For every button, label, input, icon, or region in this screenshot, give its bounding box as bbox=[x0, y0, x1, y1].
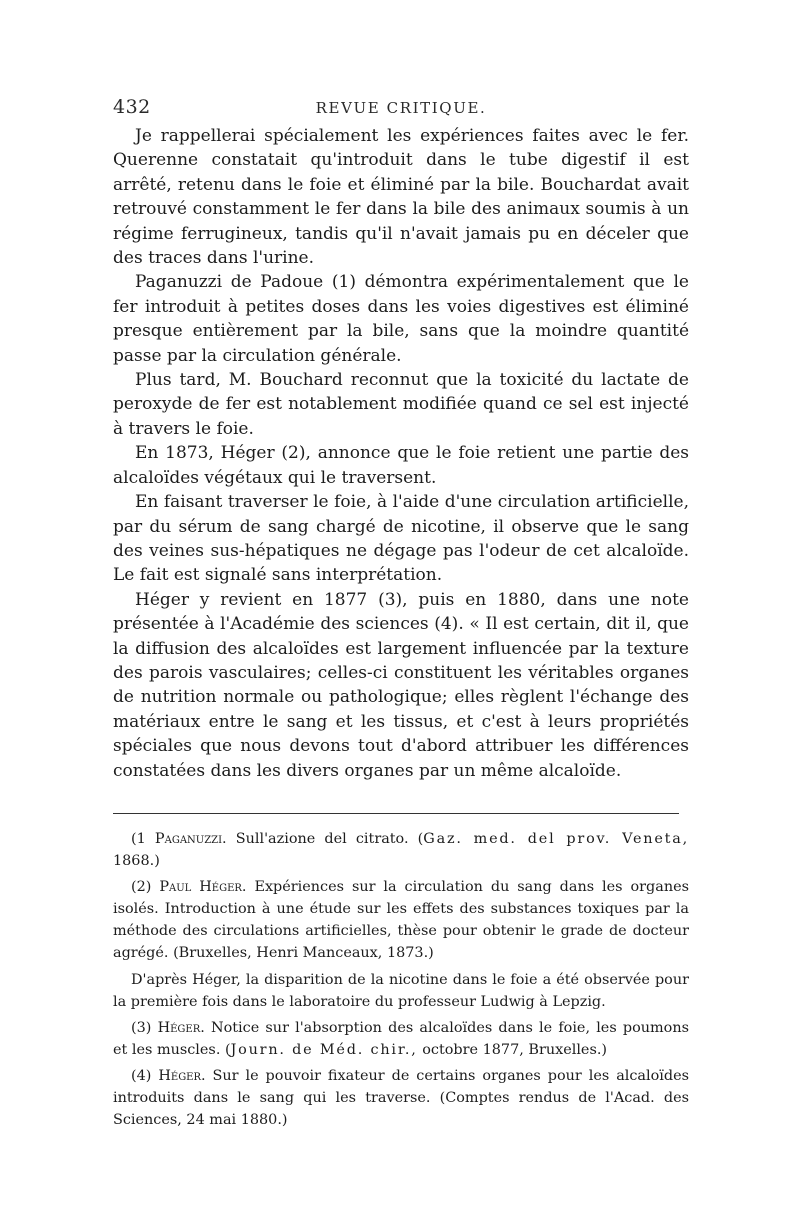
footnotes bbox=[113, 828, 689, 1131]
paragraph: Je rappellerai spécialement les expériences faites avec le fer. Querenne constatait qu'introduit dans le tube digestif il est arrêté, retenu dans le foie et éliminé par la bile. Bouchardat avait retrouvé constamment le fer dans la bile des animaux soumis à un régime ferrugineux, tandis qu'il n'avait jamais pu en déceler que des traces dans l'urine. bbox=[113, 126, 689, 269]
footnote-author: Héger. bbox=[158, 1067, 206, 1084]
footnote-author: Paul Héger. bbox=[159, 879, 247, 896]
footnote-3 bbox=[113, 1017, 689, 1061]
footnote-text: 1868.) bbox=[113, 853, 160, 870]
footnote-journal: Journ. de Méd. chir., bbox=[230, 1041, 418, 1058]
main-text bbox=[113, 124, 689, 783]
footnote-4 bbox=[113, 1065, 689, 1131]
footnote-text: Sull'azione del citrato. ( bbox=[226, 830, 424, 847]
page-number: 432 bbox=[113, 96, 151, 118]
running-title: REVUE CRITIQUE. bbox=[315, 99, 487, 117]
paragraph: En faisant traverser le foie, à l'aide d'une circulation artificielle, par du sérum de sang chargé de nicotine, il observe que le sang des veines sus-hépatiques ne dégage pas l'odeur de cet alcaloïde. Le fait est signalé sans interprétation. bbox=[113, 492, 689, 586]
footnote-marker: (2) bbox=[131, 879, 152, 896]
document-page bbox=[113, 96, 689, 1131]
footnote-journal: Gaz. med. del prov. Veneta, bbox=[423, 830, 689, 847]
footnote-text: Expériences sur la circulation du sang dans les organes isolés. Introduction à une étude sur les effets des substances toxiques par la méthode des circulations artificielles, thèse pour obtenir le grade de docteur agrégé. (Bruxelles, Henri Manceaux, 1873.) bbox=[113, 879, 689, 962]
footnote-author: Paganuzzi. bbox=[154, 830, 227, 847]
footnote-marker: (3) bbox=[131, 1019, 152, 1036]
footnote-1 bbox=[113, 828, 689, 872]
footnote-divider bbox=[113, 813, 679, 814]
paragraph: Paganuzzi de Padoue (1) démontra expérimentalement que le fer introduit à petites doses dans les voies digestives est éliminé presque entièrement par la bile, sans que la moindre quantité passe par la circulation générale. bbox=[113, 272, 689, 366]
footnote-text: Sur le pouvoir fixateur de certains organes pour les alcaloïdes introduits dans le sang qui les traverse. (Comptes rendus de l'Acad. des Sciences, 24 mai 1880.) bbox=[113, 1067, 689, 1129]
paragraph: Plus tard, M. Bouchard reconnut que la toxicité du lactate de peroxyde de fer est notablement modifiée quand ce sel est injecté à travers le foie. bbox=[113, 370, 689, 439]
footnote-text: octobre 1877, Bruxelles.) bbox=[417, 1041, 608, 1058]
footnote-2-note: D'après Héger, la disparition de la nicotine dans le foie a été observée pour la première fois dans le laboratoire du professeur Ludwig à Lepzig. bbox=[113, 971, 689, 1010]
footnote-author: Héger. bbox=[157, 1019, 205, 1036]
page-header bbox=[113, 96, 689, 124]
footnote-marker: (1 bbox=[131, 830, 146, 847]
footnote-2 bbox=[113, 876, 689, 964]
paragraph: Héger y revient en 1877 (3), puis en 1880, dans une note présentée à l'Académie des sciences (4). « Il est certain, dit il, que la diffusion des alcaloïdes est largement influencée par la texture des parois vasculaires; celles-ci constituent les véritables organes de nutrition normale ou pathologique; elles règlent l'échange des matériaux entre le sang et les tissus, et c'est à leurs propriétés spéciales que nous devons tout d'abord attribuer les différences constatées dans les divers organes par un même alcaloïde. bbox=[113, 589, 689, 781]
footnote-marker: (4) bbox=[131, 1067, 152, 1084]
paragraph: En 1873, Héger (2), annonce que le foie retient une partie des alcaloïdes végétaux qui le traversent. bbox=[113, 443, 689, 488]
footnote-text: Notice sur l'absorption des alcaloïdes dans le foie, les poumons et les muscles. ( bbox=[113, 1019, 689, 1058]
